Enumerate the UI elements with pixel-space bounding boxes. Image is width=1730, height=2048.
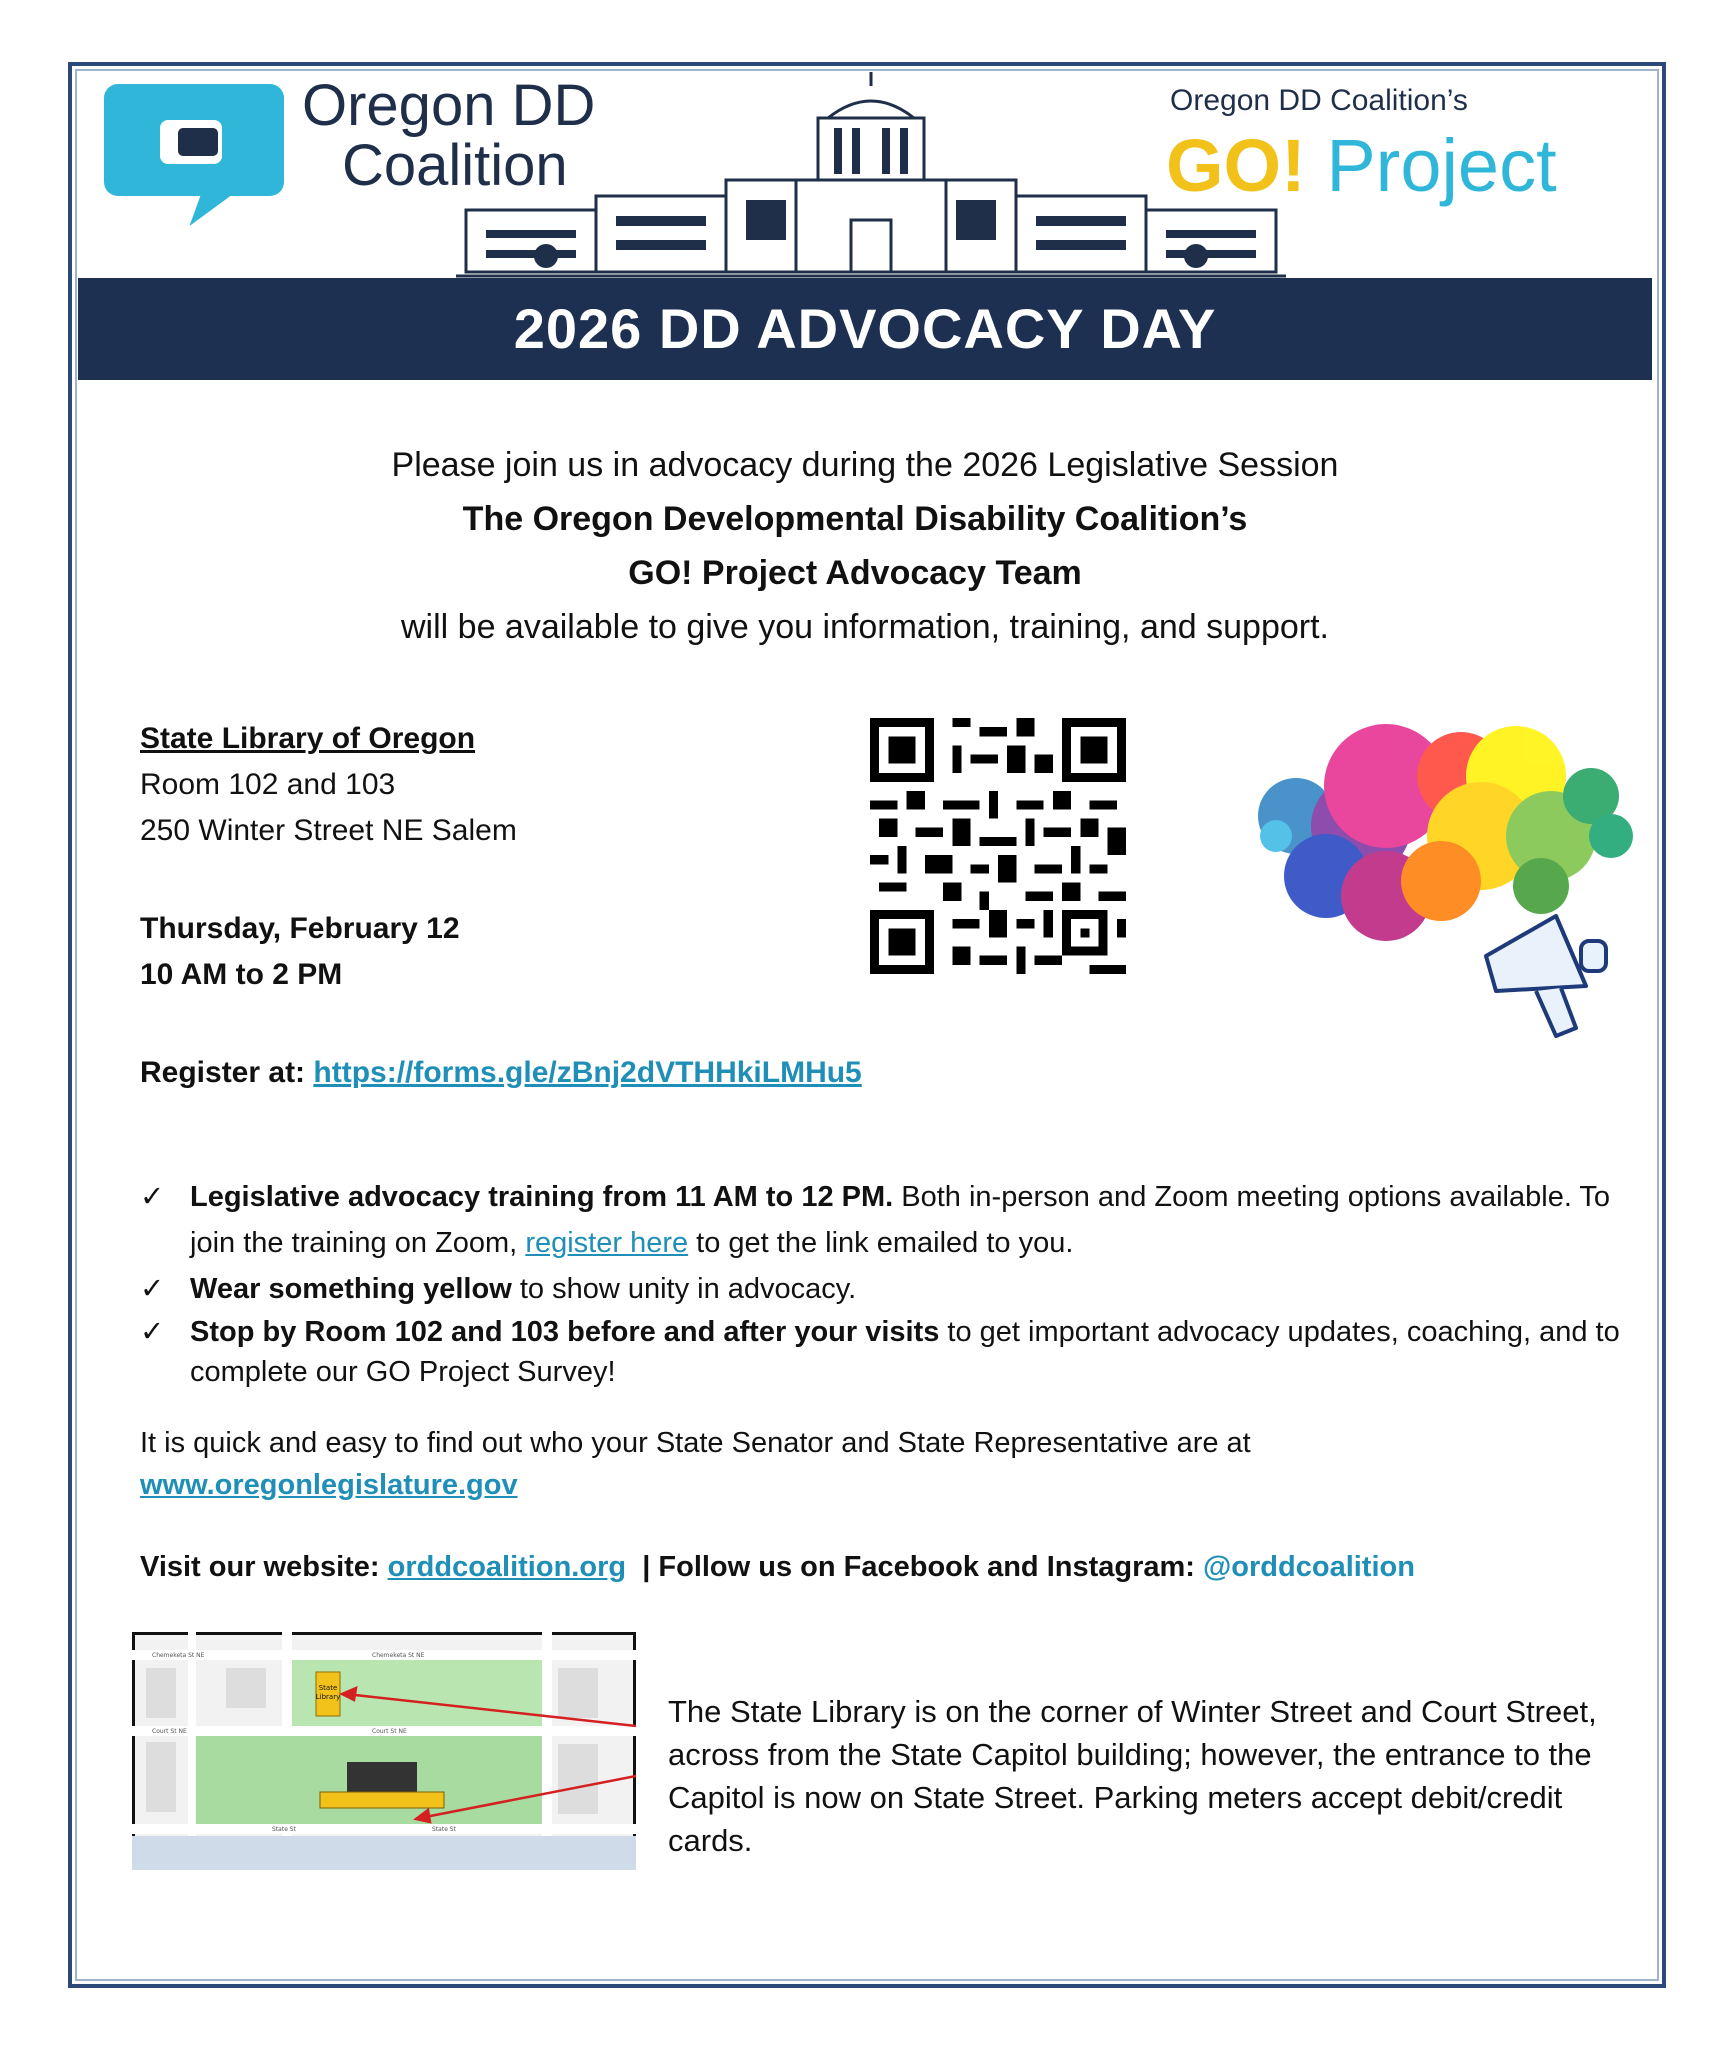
check-icon: ✓	[140, 1273, 165, 1305]
checklist-item-training-text-end: to get the link emailed to you.	[688, 1227, 1074, 1259]
checklist	[140, 1174, 1630, 1392]
checklist-item-training-bold: Legislative advocacy training from 11 AM to 12 PM.	[190, 1181, 894, 1213]
social-handle[interactable]: @orddcoalition	[1203, 1551, 1415, 1583]
separator: |	[642, 1551, 651, 1583]
legislature-text: It is quick and easy to find out who your State Senator and State Representative are at	[140, 1427, 1251, 1459]
capitol-building-icon	[456, 70, 1286, 280]
intro-line-4: will be available to give you information, training, and support.	[401, 608, 1329, 646]
check-icon: ✓	[140, 1316, 165, 1348]
website-link[interactable]: orddcoalition.org	[387, 1551, 627, 1583]
go-brand-text: GO!	[1166, 124, 1306, 207]
coalition-name-line1: Oregon DD	[302, 73, 596, 138]
go-project-subtitle: Oregon DD Coalition’s	[1170, 84, 1468, 117]
checklist-item-stop-by-bold: Stop by Room 102 and 103 before and after your visits	[190, 1316, 940, 1348]
qr-code-icon[interactable]	[858, 718, 1138, 974]
go-project-logo	[1166, 126, 1557, 206]
logo-inner-dark-bubble	[178, 128, 218, 156]
checklist-item-stop-by-text: to get important advocacy updates, coaching, and to complete our GO Project Survey!	[190, 1316, 1620, 1388]
intro-line-2: The Oregon Developmental Disability Coalition’s	[462, 500, 1248, 538]
svg-text:Chemeketa St NE: Chemeketa St NE	[152, 1652, 205, 1659]
event-title: 2026 DD ADVOCACY DAY	[513, 297, 1217, 360]
location-name: State Library of Oregon	[140, 722, 476, 755]
svg-text:Chemeketa St NE: Chemeketa St NE	[372, 1652, 425, 1659]
checklist-item-yellow	[140, 1266, 1630, 1312]
register-label: Register at:	[140, 1056, 306, 1089]
map-library-label: State	[318, 1684, 338, 1692]
coalition-name-line2: Coalition	[342, 133, 568, 198]
checklist-item-training-text: Both in-person and Zoom meeting options available. To join the training on Zoom,	[190, 1181, 1611, 1259]
checklist-item-yellow-text: to show unity in advocacy.	[511, 1273, 857, 1305]
event-date: Thursday, February 12	[140, 912, 460, 945]
register-link[interactable]: https://forms.gle/zBnj2dVTHHkiLMHu5	[313, 1056, 862, 1089]
svg-text:Court St NE: Court St NE	[152, 1728, 187, 1735]
location-map	[132, 1632, 636, 1870]
check-icon: ✓	[140, 1181, 165, 1213]
speech-bubbles-megaphone-icon	[1256, 716, 1636, 1046]
location-block	[140, 716, 517, 998]
follow-label: Follow us on Facebook and Instagram:	[658, 1551, 1195, 1583]
svg-text:State St: State St	[272, 1826, 296, 1833]
svg-text:Court St NE: Court St NE	[372, 1728, 407, 1735]
event-title-banner	[78, 278, 1652, 380]
event-time: 10 AM to 2 PM	[140, 958, 343, 991]
map-description: The State Library is on the corner of Winter Street and Court Street, across from the State Capitol building; however, the entrance to the Capitol is now on State Street. Parking meters accept debit/credit cards.	[668, 1694, 1597, 1858]
location-room: Room 102 and 103	[140, 768, 396, 801]
location-address: 250 Winter Street NE Salem	[140, 814, 517, 847]
footer-links	[140, 1546, 1415, 1588]
checklist-item-stop-by	[140, 1312, 1630, 1392]
legislature-link[interactable]: www.oregonlegislature.gov	[140, 1469, 518, 1501]
svg-text:State St: State St	[432, 1826, 456, 1833]
checklist-item-yellow-bold: Wear something yellow	[190, 1273, 512, 1305]
register-row	[140, 1050, 862, 1096]
legislature-info	[140, 1422, 1620, 1506]
visit-label: Visit our website:	[140, 1551, 380, 1583]
register-here-link[interactable]: register here	[525, 1227, 689, 1259]
go-project-text: Project	[1326, 124, 1557, 207]
intro-line-3: GO! Project Advocacy Team	[628, 554, 1082, 592]
checklist-item-training	[140, 1174, 1630, 1266]
svg-text:Library: Library	[315, 1693, 341, 1701]
intro-line-1: Please join us in advocacy during the 2026 Legislative Session	[391, 446, 1339, 484]
